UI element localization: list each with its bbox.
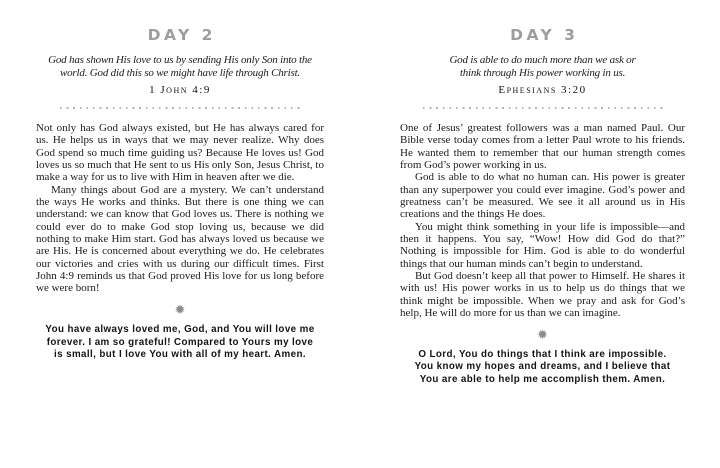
star-ornament-icon: ✹ [537, 327, 548, 343]
devotional-paragraph: Not only has God always existed, but He has always cared for us. He helps us in ways that we may never realize. Why does God spend so much time guiding us? Because He loves us! God loves us so much that He sent to us His only Son, Jesus Christ, to make a way for us to live with Him in heaven after we die. [36, 122, 324, 184]
verse-line: think through His power working in us. [459, 67, 626, 79]
dotted-divider [60, 107, 300, 109]
verse-line: God is able to do much more than we ask or [449, 54, 636, 66]
scripture-reference: Ephesians 3:20 [498, 84, 587, 96]
devotional-paragraph: But God doesn’t keep all that power to Himself. He shares it with us! His power works in us to help us do things that we think might be impossible. When we pray and ask for God’s help, He will do more for us than we can imagine. [400, 270, 685, 320]
page-right [360, 0, 720, 468]
devotional-paragraph: You might think something in your life is impossible—and then it happens. You say, “Wow! How did God do that?” Nothing is impossible for Him. God is able to do wonderful things that our human minds can’t begin to understand. [400, 220, 685, 270]
prayer [36, 324, 324, 362]
devotional-paragraph: Many things about God are a mystery. We can’t understand the ways He works and thinks. But there is one thing we can understand: we can know that God loves us. There is nothing we could ever do to make God stop loving us, because we did nothing to make Him start. God has always loved us because we are His. He is concerned about everything we do. He celebrates our victories and cries with us during our difficult times. First John 4:9 reminds us that God proved His love for us long before we were born! [36, 183, 324, 295]
devotional-paragraph: One of Jesus’ greatest followers was a man named Paul. Our Bible verse today comes from a letter Paul wrote to his friends. He wanted them to remember that our human strength comes from God’s power working in us. [400, 122, 685, 172]
prayer-line: O Lord, You do things that I think are impossible. [418, 348, 667, 360]
prayer-line: is small, but I love You with all of my heart. Amen. [54, 349, 306, 361]
prayer-line: You are able to help me accomplish them. Amen. [419, 374, 666, 386]
prayer-line: You have always loved me, God, and You will love me [45, 323, 315, 335]
scripture-verse [36, 54, 324, 80]
prayer-line: forever. I am so grateful! Compared to Yours my love [46, 336, 314, 348]
scripture-verse [400, 54, 685, 80]
prayer-line: You know my hopes and dreams, and I believe that [414, 361, 671, 373]
devotional-text [36, 122, 324, 295]
day-heading: DAY 3 [510, 26, 579, 44]
star-ornament-icon: ✹ [174, 302, 186, 318]
devotional-paragraph: God is able to do what no human can. His power is greater than any superpower you could ever imagine. God’s power and greatness can’t be measured. We see it all around us in His creations and the things He does. [400, 171, 685, 221]
dotted-divider [423, 107, 663, 109]
verse-line: world. God did this so we might have life through Christ. [60, 67, 300, 79]
devotional-text [400, 122, 685, 320]
day-heading: DAY 2 [147, 26, 216, 44]
verse-line: God has shown His love to us by sending His only Son into the [48, 54, 312, 66]
prayer [400, 349, 685, 387]
scripture-reference: 1 John 4:9 [149, 84, 211, 96]
